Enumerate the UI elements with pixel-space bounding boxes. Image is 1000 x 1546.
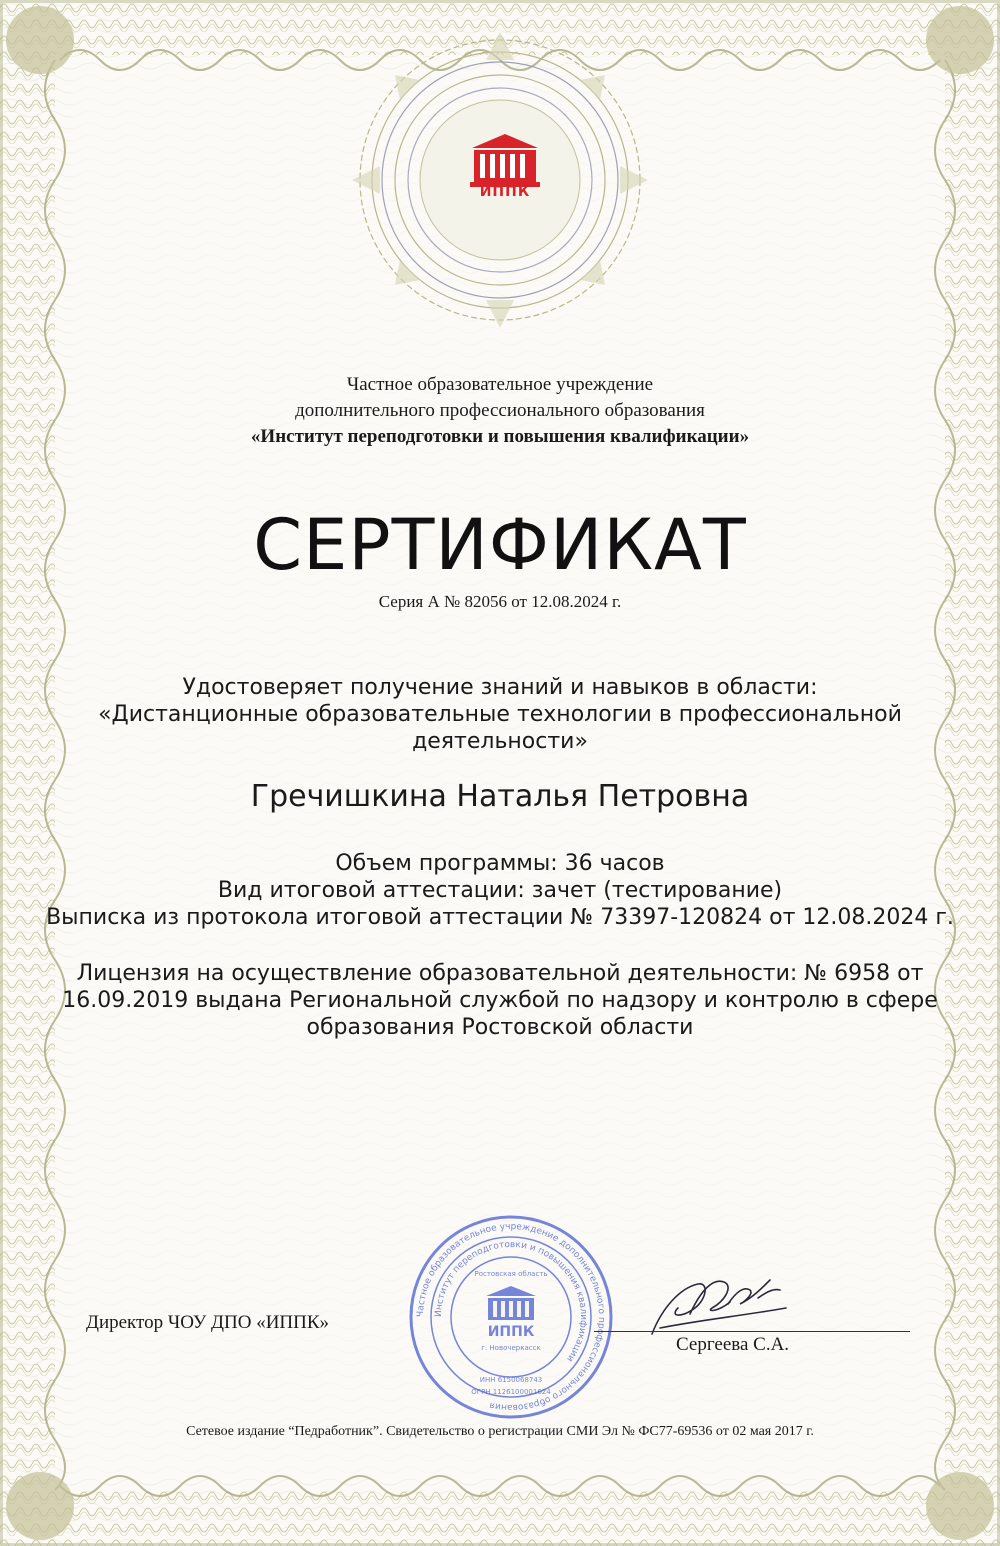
signature-line xyxy=(594,1331,910,1332)
license-line2: 16.09.2019 выдана Региональной службой по надзору и контролю в сфере xyxy=(62,988,938,1013)
certificate-title: СЕРТИФИКАТ xyxy=(253,504,747,586)
signatory-position: Директор ЧОУ ДПО «ИППК» xyxy=(86,1312,330,1333)
stamp-inner-text: Институт переподготовки и повышения квалификации xyxy=(433,1239,589,1364)
recipient-name: Гречишкина Наталья Петровна xyxy=(250,779,750,814)
license-line3: образования Ростовской области xyxy=(306,1015,694,1040)
stamp-city: г. Новочеркасск xyxy=(481,1344,541,1352)
org-name-line1: Частное образовательное учреждение xyxy=(346,374,654,395)
certifies-line1: Удостоверяет получение знаний и навыков в области: xyxy=(182,675,818,700)
logo-text: ИППК xyxy=(479,184,531,200)
footer-registration: Сетевое издание “Педработник”. Свидетельство о регистрации СМИ Эл № ФС77-69536 от 02 мая 2017 г. xyxy=(186,1424,814,1439)
stamp-outer-text: Частное образовательное учреждение дополнительного профессионального образования xyxy=(415,1221,607,1413)
ippk-logo xyxy=(468,132,542,206)
program-protocol: Выписка из протокола итоговой аттестации № 73397-120824 от 12.08.2024 г. xyxy=(46,905,954,930)
building-icon xyxy=(468,132,542,188)
official-stamp xyxy=(408,1214,614,1420)
org-name-line2: дополнительного профессионального образования xyxy=(295,400,705,421)
program-volume: Объем программы: 36 часов xyxy=(335,851,665,876)
certificate-series: Серия А № 82056 от 12.08.2024 г. xyxy=(378,592,622,611)
signatory-name: Сергеева С.А. xyxy=(676,1334,790,1355)
stamp-center-text: ИППК xyxy=(487,1324,535,1340)
certifies-line3: деятельности» xyxy=(412,729,588,754)
org-name-line3: «Институт переподготовки и повышения квалификации» xyxy=(250,426,750,447)
stamp-ogrn: ОГРН 1126100001624 xyxy=(471,1388,551,1396)
stamp-region: Ростовская область xyxy=(474,1270,548,1278)
program-attestation: Вид итоговой аттестации: зачет (тестирование) xyxy=(217,878,783,903)
certifies-line2: «Дистанционные образовательные технологии в профессиональной xyxy=(98,702,902,727)
license-line1: Лицензия на осуществление образовательной деятельности: № 6958 от xyxy=(76,961,924,986)
stamp-inn: ИНН 6150068743 xyxy=(479,1376,543,1384)
